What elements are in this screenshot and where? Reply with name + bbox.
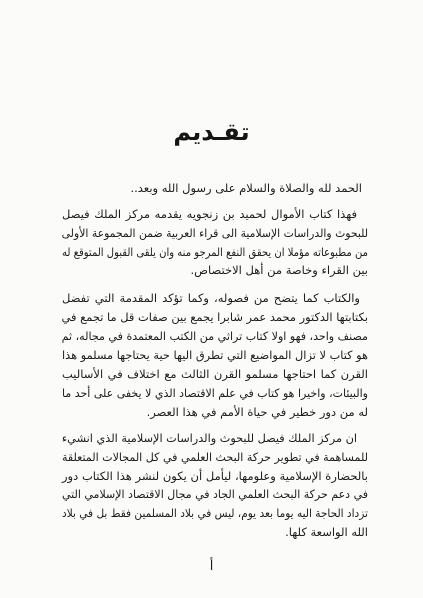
- text-line: بالحضارة الإسلامية وعلومها، ليأمل أن يكون لنشر هذا الكتاب دور: [62, 469, 368, 483]
- text-line: بكتابتها الدكتور محمد عمر شابرا يجمع بين صفات قل ما تجمع في: [61, 310, 368, 324]
- text-line: ان مركز الملك فيصل للبحوث والدراسات الإسلامية الذي انشيء: [61, 431, 357, 445]
- text-line: الله الواسعة كلها.: [285, 525, 368, 539]
- text-line: بين القراء وخاصة من أهل الاختصاص.: [190, 263, 368, 277]
- text-line: والبيئات، واخيرا هو كتاب في علم الاقتصاد الذي لا يخفى على أحد ما: [61, 386, 368, 400]
- text-line: للبحوث والدراسات الإسلامية الى قراء العربية ضمن المجموعة الأولى: [61, 226, 369, 240]
- text-line: الحمد لله والصلاة والسلام على رسول الله وبعد..: [130, 181, 362, 195]
- text-line: فهذا كتاب الأموال لحميد بن زنجويه يقدمه مركز الملك فيصل: [62, 207, 357, 221]
- text-line: في دعم حركة البحث العلمي الجاد في مجال الاقتصاد الإسلامي التي: [62, 487, 368, 501]
- text-line: للمساهمة في تطوير حركة البحث العلمي في كل المجالات المتعلقة: [61, 450, 369, 464]
- page-number: أ: [209, 559, 214, 574]
- text-line: والكتاب كما يتضح من فصوله، وكما تؤكد المقدمة التي تفضل: [62, 291, 360, 305]
- text-line: مصنف واحد، فهو اولا كتاب تراثي من الكتب المعتمدة في مجاله، ثم: [61, 329, 368, 343]
- page-title: تقـديم: [173, 118, 250, 146]
- text-line: تزداد الحاجة اليه يوما بعد يوم، ليس في بلاد المسلمين فقط بل في بلاد: [62, 506, 368, 520]
- text-line: من مطبوعاته مؤملا ان يحقق النفع المرجو منه وان يلقى القبول المتوقع له: [62, 245, 368, 259]
- text-line: القرن كما احتاجها مسلمو القرن الثالث مع اختلاف في الأساليب: [62, 367, 368, 381]
- text-line: له من دور خطير في حياة الأمم في هذا العصر.: [146, 405, 368, 419]
- text-line: هو كتاب لا تزال المواضيع التي تطرق اليها حية يحتاجها مسلمو هذا: [62, 348, 368, 362]
